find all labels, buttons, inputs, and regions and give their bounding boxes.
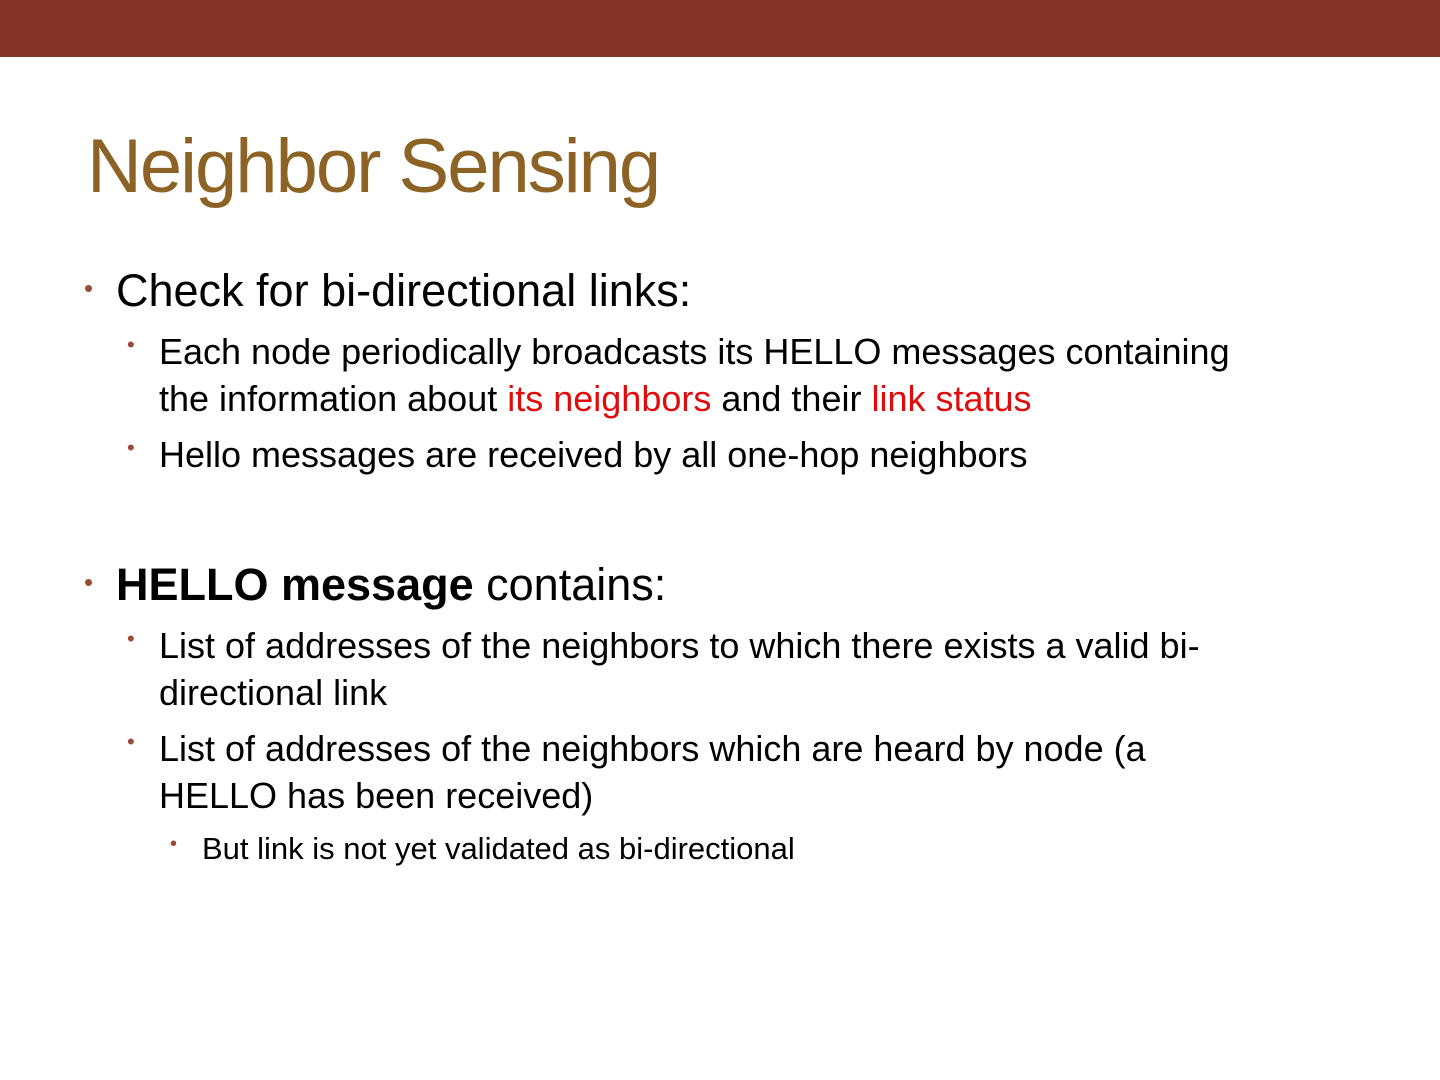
bullet-text: Check for bi-directional links: [116,265,692,316]
bullet-dot-icon: • [127,626,135,651]
sub-sub-bullet-not-validated [170,829,795,869]
bullet-dot-icon: • [127,435,135,460]
bullet-text-line1: Each node periodically broadcasts its HELLO messages containing [159,331,1230,372]
sub-bullet-hello-received [127,431,1028,478]
sub-bullet-hello-broadcast [127,328,1230,422]
bullet-text-line1: List of addresses of the neighbors which are heard by node (a [159,728,1146,769]
bullet-dot-icon: • [170,833,178,855]
bullet-bold-text: HELLO message [116,559,474,610]
bullet-dot-icon: • [127,729,135,754]
bullet-text: But link is not yet validated as bi-directional [202,831,795,866]
bullet-text-line2-mid: and their [711,378,872,419]
bullet-dot-icon: • [84,567,94,597]
sub-bullet-valid-bidirectional [127,622,1200,716]
sub-bullet-heard-by-node [127,725,1146,819]
bullet-text: Hello messages are received by all one-hop neighbors [159,434,1028,475]
highlight-its-neighbors: its neighbors [507,378,712,419]
bullet-text-line2: HELLO has been received) [159,775,594,816]
bullet-hello-contains [84,559,667,610]
bullet-text-line2-start: the information about [159,378,508,419]
highlight-link-status: link status [871,378,1032,419]
bullet-text-line1: List of addresses of the neighbors to which there exists a valid bi- [159,625,1200,666]
slide-accent-bar [0,0,1440,57]
slide-title: Neighbor Sensing [87,124,660,209]
bullet-dot-icon: • [127,332,135,357]
bullet-text-line2: directional link [159,672,388,713]
bullet-dot-icon: • [84,273,94,303]
bullet-check-bidirectional [84,265,692,316]
bullet-text: contains: [473,559,667,610]
